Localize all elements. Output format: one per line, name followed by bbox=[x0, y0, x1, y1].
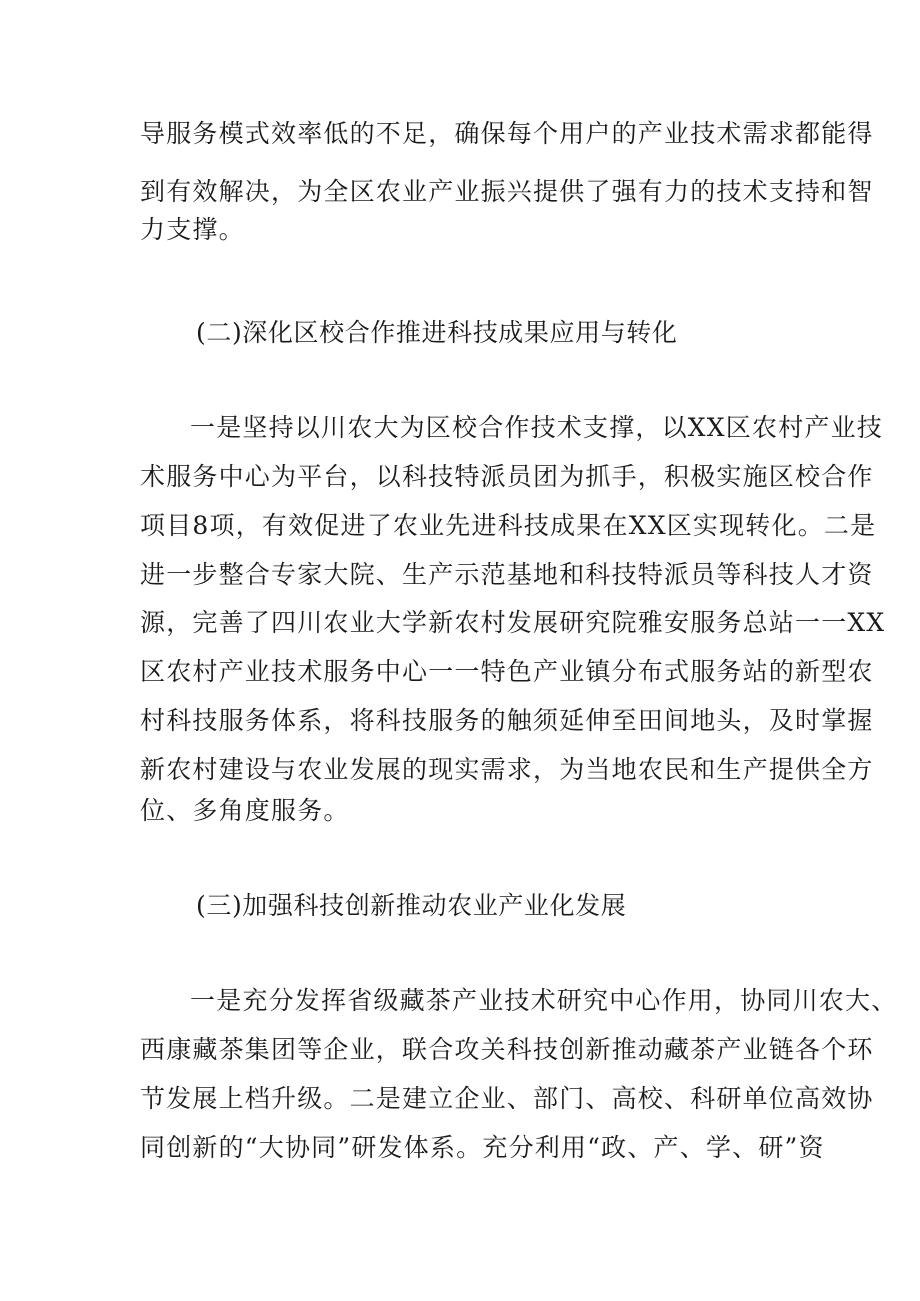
text-line: 项目8项，有效促进了农业先进科技成果在XX区实现转化。二是 bbox=[140, 511, 877, 540]
text-line: 新农村建设与农业发展的现实需求，为当地农民和生产提供全方 bbox=[140, 755, 874, 784]
section-heading-3: (三)加强科技创新推动农业产业化发展 bbox=[196, 891, 627, 920]
text-line: 导服务模式效率低的不足，确保每个用户的产业技术需求都能得 bbox=[140, 119, 874, 148]
text-line: 西康藏茶集团等企业，联合攻关科技创新推动藏茶产业链各个环 bbox=[140, 1035, 874, 1064]
text-line: 力支撑。 bbox=[140, 215, 245, 244]
text-line: 区农村产业技术服务中心一一特色产业镇分布式服务站的新型农 bbox=[140, 657, 874, 686]
text-line: 村科技服务体系，将科技服务的触须延伸至田间地头，及时掌握 bbox=[140, 706, 874, 735]
text-line: 到有效解决，为全区农业产业振兴提供了强有力的技术支持和智 bbox=[140, 177, 874, 206]
text-line: 术服务中心为平台，以科技特派员团为抓手，积极实施区校合作 bbox=[140, 462, 874, 491]
text-line: 一是坚持以川农大为区校合作技术支撑，以XX区农村产业技 bbox=[190, 413, 883, 442]
text-line: 源，完善了四川农业大学新农村发展研究院雅安服务总站一一XX bbox=[140, 608, 886, 637]
text-line: 进一步整合专家大院、生产示范基地和科技特派员等科技人才资 bbox=[140, 560, 874, 589]
text-line: 节发展上档升级。二是建立企业、部门、高校、科研单位高效协 bbox=[140, 1084, 874, 1113]
text-line: 同创新的“大协同”研发体系。充分利用“政、产、学、研”资 bbox=[140, 1133, 825, 1162]
text-line: 一是充分发挥省级藏茶产业技术研究中心作用，协同川农大、 bbox=[190, 986, 898, 1015]
text-line: 位、多角度服务。 bbox=[140, 796, 350, 825]
section-heading-2: (二)深化区校合作推进科技成果应用与转化 bbox=[196, 318, 678, 347]
